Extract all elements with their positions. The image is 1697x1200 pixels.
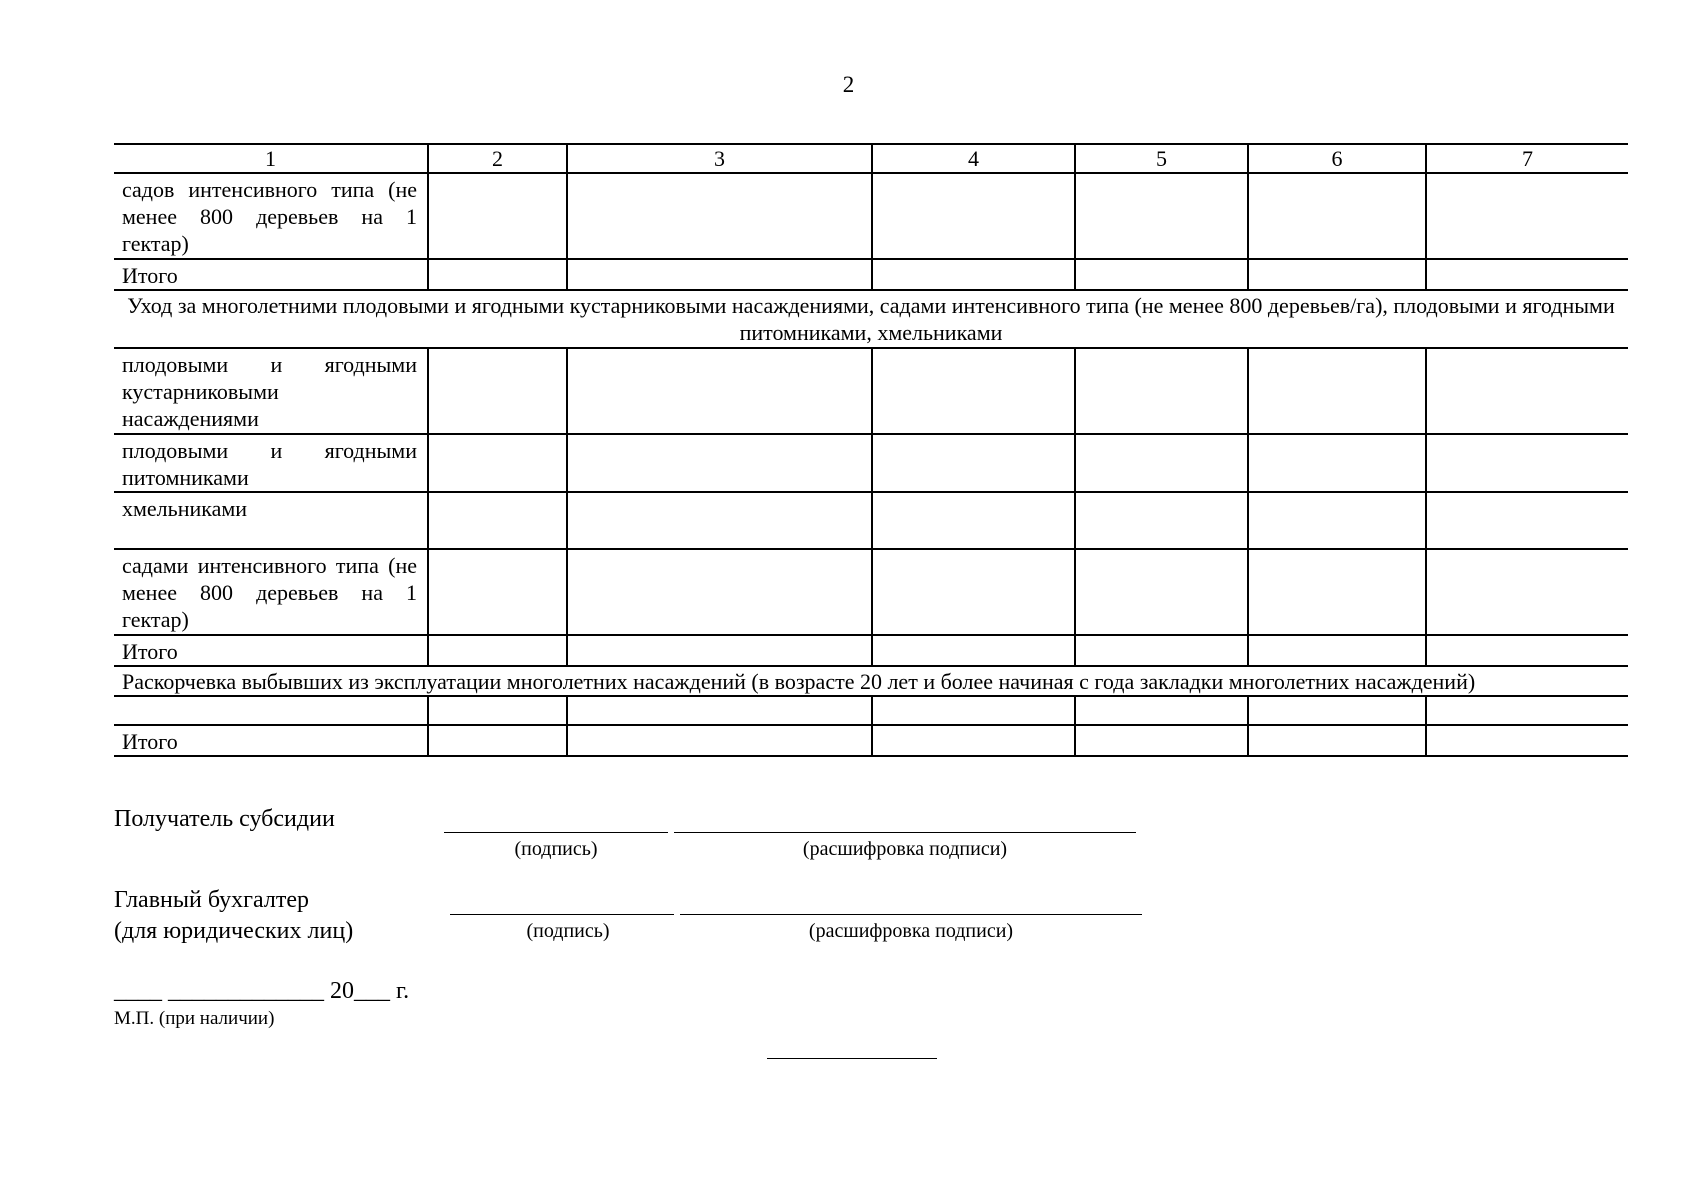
column-header: 4 <box>872 144 1075 173</box>
row-label: хмельниками <box>114 492 428 549</box>
signature-caption: (подпись) <box>526 920 610 942</box>
table-cell <box>428 696 567 725</box>
table-cell <box>1248 259 1426 290</box>
table-cell <box>428 549 567 635</box>
table-cell <box>567 492 872 549</box>
table-cell <box>428 725 567 756</box>
table-cell <box>428 434 567 492</box>
recipient-label: Получатель субсидии <box>114 806 335 832</box>
column-header: 6 <box>1248 144 1426 173</box>
closing-divider <box>767 1058 937 1059</box>
table-cell <box>872 434 1075 492</box>
section-row <box>114 290 1628 348</box>
table-cell <box>1075 348 1248 434</box>
column-header: 2 <box>428 144 567 173</box>
table-cell <box>1248 725 1426 756</box>
table-cell <box>1248 173 1426 259</box>
row-label: садов интенсивного типа (не менее 800 деревьев на 1 гектар) <box>114 173 428 259</box>
decoding-caption: (расшифровка подписи) <box>808 920 1014 942</box>
section-heading: Уход за многолетними плодовыми и ягодными кустарниковыми насаждениями, садами интенсивного типа (не менее 800 деревьев/га), плодовыми и ягодными питомниками, хмельниками <box>114 290 1628 348</box>
table-row <box>114 492 1628 549</box>
table-cell <box>1426 259 1628 290</box>
chief-accountant-label: Главный бухгалтер <box>114 887 309 913</box>
column-header: 1 <box>114 144 428 173</box>
table-row <box>114 348 1628 434</box>
table-cell <box>872 259 1075 290</box>
decoding-caption: (расшифровка подписи) <box>802 838 1008 860</box>
table-cell <box>567 173 872 259</box>
section-heading: Раскорчевка выбывших из эксплуатации многолетних насаждений (в возрасте 20 лет и более начиная с года закладки многолетних насаждений) <box>114 666 1628 696</box>
table-cell <box>872 492 1075 549</box>
table-cell <box>428 348 567 434</box>
row-label: Итого <box>114 259 428 290</box>
column-header: 5 <box>1075 144 1248 173</box>
table-cell <box>428 173 567 259</box>
table-row <box>114 696 1628 725</box>
table-row <box>114 549 1628 635</box>
table-cell <box>1426 696 1628 725</box>
table-cell <box>872 696 1075 725</box>
table-cell <box>1248 348 1426 434</box>
table-cell <box>872 635 1075 666</box>
table-cell <box>1075 173 1248 259</box>
table-cell <box>1426 635 1628 666</box>
table-cell <box>428 259 567 290</box>
table-cell <box>1075 635 1248 666</box>
table-header-row <box>114 144 1628 173</box>
table-cell <box>1426 725 1628 756</box>
date-line: ____ _____________ 20___ г. <box>114 978 410 1004</box>
accountant-signature-line <box>450 914 674 915</box>
page-number: 2 <box>842 72 855 97</box>
table-cell <box>1075 549 1248 635</box>
table-row <box>114 173 1628 259</box>
table-cell <box>428 635 567 666</box>
table-cell <box>1075 725 1248 756</box>
chief-accountant-note: (для юридических лиц) <box>114 918 354 944</box>
table-cell <box>872 725 1075 756</box>
table-cell <box>567 725 872 756</box>
column-header: 7 <box>1426 144 1628 173</box>
table-cell <box>567 635 872 666</box>
table-cell <box>1075 696 1248 725</box>
table-cell <box>114 696 428 725</box>
table-cell <box>1248 696 1426 725</box>
total-row <box>114 635 1628 666</box>
table-cell <box>1075 492 1248 549</box>
recipient-signature-line <box>444 832 668 833</box>
stamp-note: М.П. (при наличии) <box>114 1008 275 1029</box>
table-cell <box>872 549 1075 635</box>
table-cell <box>567 696 872 725</box>
table-cell <box>1426 549 1628 635</box>
table-cell <box>1248 549 1426 635</box>
row-label: плодовыми и ягодными питомниками <box>114 434 428 492</box>
table-cell <box>1426 492 1628 549</box>
recipient-decoding-line <box>674 832 1136 833</box>
table-row <box>114 434 1628 492</box>
row-label: садами интенсивного типа (не менее 800 деревьев на 1 гектар) <box>114 549 428 635</box>
column-header: 3 <box>567 144 872 173</box>
total-row <box>114 259 1628 290</box>
table-cell <box>872 348 1075 434</box>
table-cell <box>1075 259 1248 290</box>
section-row <box>114 666 1628 696</box>
table-cell <box>872 173 1075 259</box>
total-row <box>114 725 1628 756</box>
table-cell <box>567 549 872 635</box>
table-cell <box>1248 492 1426 549</box>
row-label: Итого <box>114 635 428 666</box>
table-cell <box>1426 173 1628 259</box>
table-cell <box>428 492 567 549</box>
table-cell <box>1426 348 1628 434</box>
row-label: плодовыми и ягодными кустарниковыми насаждениями <box>114 348 428 434</box>
accountant-decoding-line <box>680 914 1142 915</box>
table-cell <box>1426 434 1628 492</box>
table-cell <box>567 259 872 290</box>
row-label: Итого <box>114 725 428 756</box>
table-cell <box>567 348 872 434</box>
table-cell <box>1248 635 1426 666</box>
table-cell <box>567 434 872 492</box>
table-cell <box>1248 434 1426 492</box>
report-table <box>114 143 1628 757</box>
table-cell <box>1075 434 1248 492</box>
signature-caption: (подпись) <box>514 838 598 860</box>
